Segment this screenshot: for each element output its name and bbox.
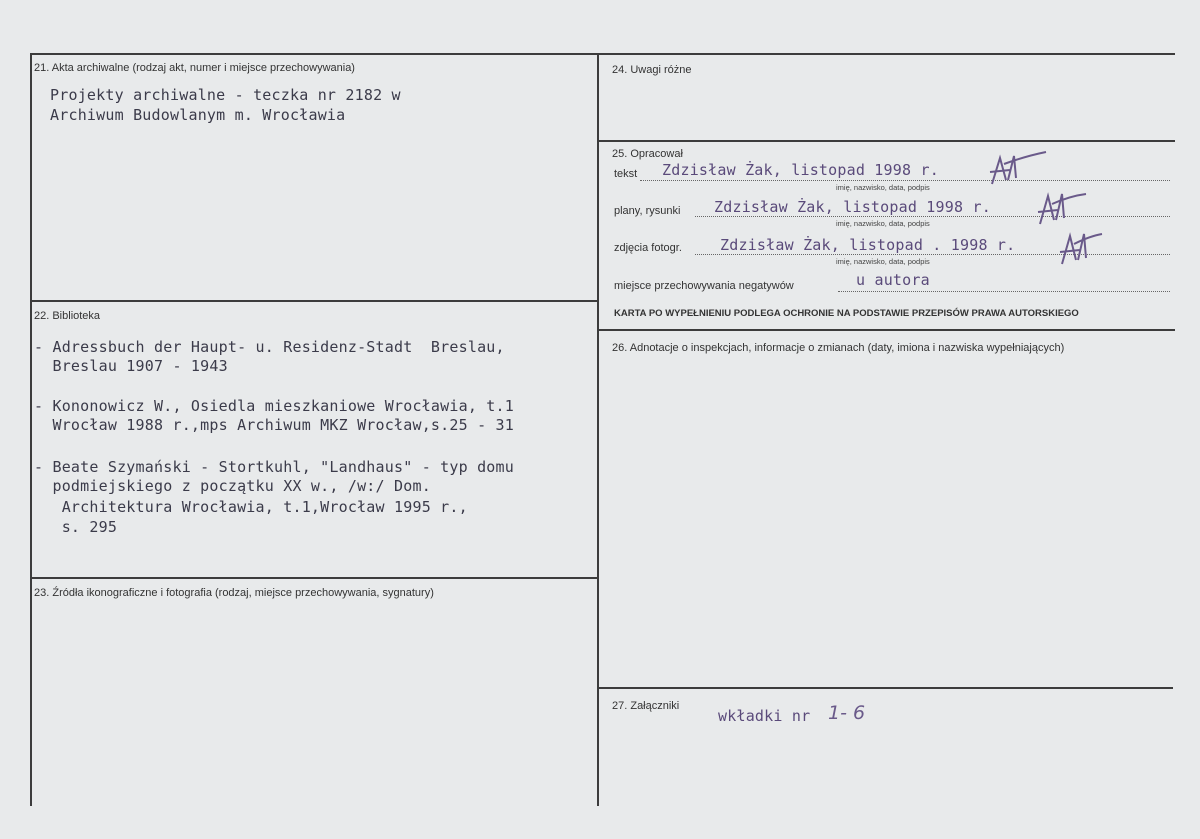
biblio-item-1-line1: - Adressbuch der Haupt- u. Residenz-Stadt Breslau, [34, 338, 505, 356]
biblio-item-3-line1: - Beate Szymański - Stortkuhl, "Landhaus" - typ domu [34, 458, 514, 476]
sec21-label: 21. Akta archiwalne (rodzaj akt, numer i miejsce przechowywania) [34, 62, 355, 74]
biblio-item-1-line2: Breslau 1907 - 1943 [34, 357, 228, 375]
plany-line [695, 216, 1170, 217]
plany-value: Zdzisław Żak, listopad 1998 r. [714, 198, 991, 216]
negatywy-line [838, 291, 1170, 292]
rule-22-23 [30, 577, 599, 579]
rule-24-25 [597, 140, 1175, 142]
rule-25-26 [597, 329, 1175, 331]
biblio-item-3-line2: podmiejskiego z początku XX w., /w:/ Dom. [34, 477, 431, 495]
signature-icon [986, 150, 1050, 188]
biblio-item-3-line3: Architektura Wrocławia, t.1,Wrocław 1995 r., [34, 498, 468, 516]
rule-left [30, 53, 32, 806]
sec27-value: wkładki nr [718, 707, 811, 725]
sec21-line1: Projekty archiwalne - teczka nr 2182 w [50, 86, 401, 104]
signature-icon [1034, 188, 1090, 228]
negatywy-value: u autora [856, 271, 930, 289]
sec23-label: 23. Źródła ikonograficzne i fotografia (rodzaj, miejsce przechowywania, sygnatury) [34, 587, 434, 599]
negatywy-label: miejsce przechowywania negatywów [614, 280, 794, 292]
tekst-caption: imię, nazwisko, data, podpis [836, 183, 930, 192]
biblio-item-2-line1: - Kononowicz W., Osiedla mieszkaniowe Wrocławia, t.1 [34, 397, 514, 415]
sec21-line2: Archiwum Budowlanym m. Wrocławia [50, 106, 346, 124]
tekst-label: tekst [614, 168, 638, 180]
sec27-label: 27. Załączniki [612, 700, 680, 712]
plany-caption: imię, nazwisko, data, podpis [836, 219, 930, 228]
sec27-handwritten: 1- 6 [828, 702, 866, 724]
rule-top [30, 53, 1175, 55]
plany-label: plany, rysunki [614, 205, 681, 217]
sec24-label: 24. Uwagi różne [612, 64, 692, 76]
zdjecia-value: Zdzisław Żak, listopad . 1998 r. [720, 236, 1016, 254]
copyright-notice: KARTA PO WYPEŁNIENIU PODLEGA OCHRONIE NA PODSTAWIE PRZEPISÓW PRAWA AUTORSKIEGO [614, 308, 1079, 319]
sec22-label: 22. Biblioteka [34, 310, 101, 322]
rule-26-27 [597, 687, 1173, 689]
biblio-item-2-line2: Wrocław 1988 r.,mps Archiwum MKZ Wrocław,s.25 - 31 [34, 416, 514, 434]
sec25-label: 25. Opracował [612, 148, 683, 160]
zdjecia-label: zdjęcia fotogr. [614, 242, 682, 254]
zdjecia-caption: imię, nazwisko, data, podpis [836, 257, 930, 266]
tekst-value: Zdzisław Żak, listopad 1998 r. [662, 161, 939, 179]
rule-21-22 [30, 300, 599, 302]
sec26-label: 26. Adnotacje o inspekcjach, informacje o zmianach (daty, imiona i nazwiska wypełniających) [612, 342, 1065, 354]
biblio-item-3-line4: s. 295 [34, 518, 118, 536]
signature-icon [1056, 228, 1106, 268]
rule-middle [597, 53, 599, 806]
tekst-line [640, 180, 1170, 181]
